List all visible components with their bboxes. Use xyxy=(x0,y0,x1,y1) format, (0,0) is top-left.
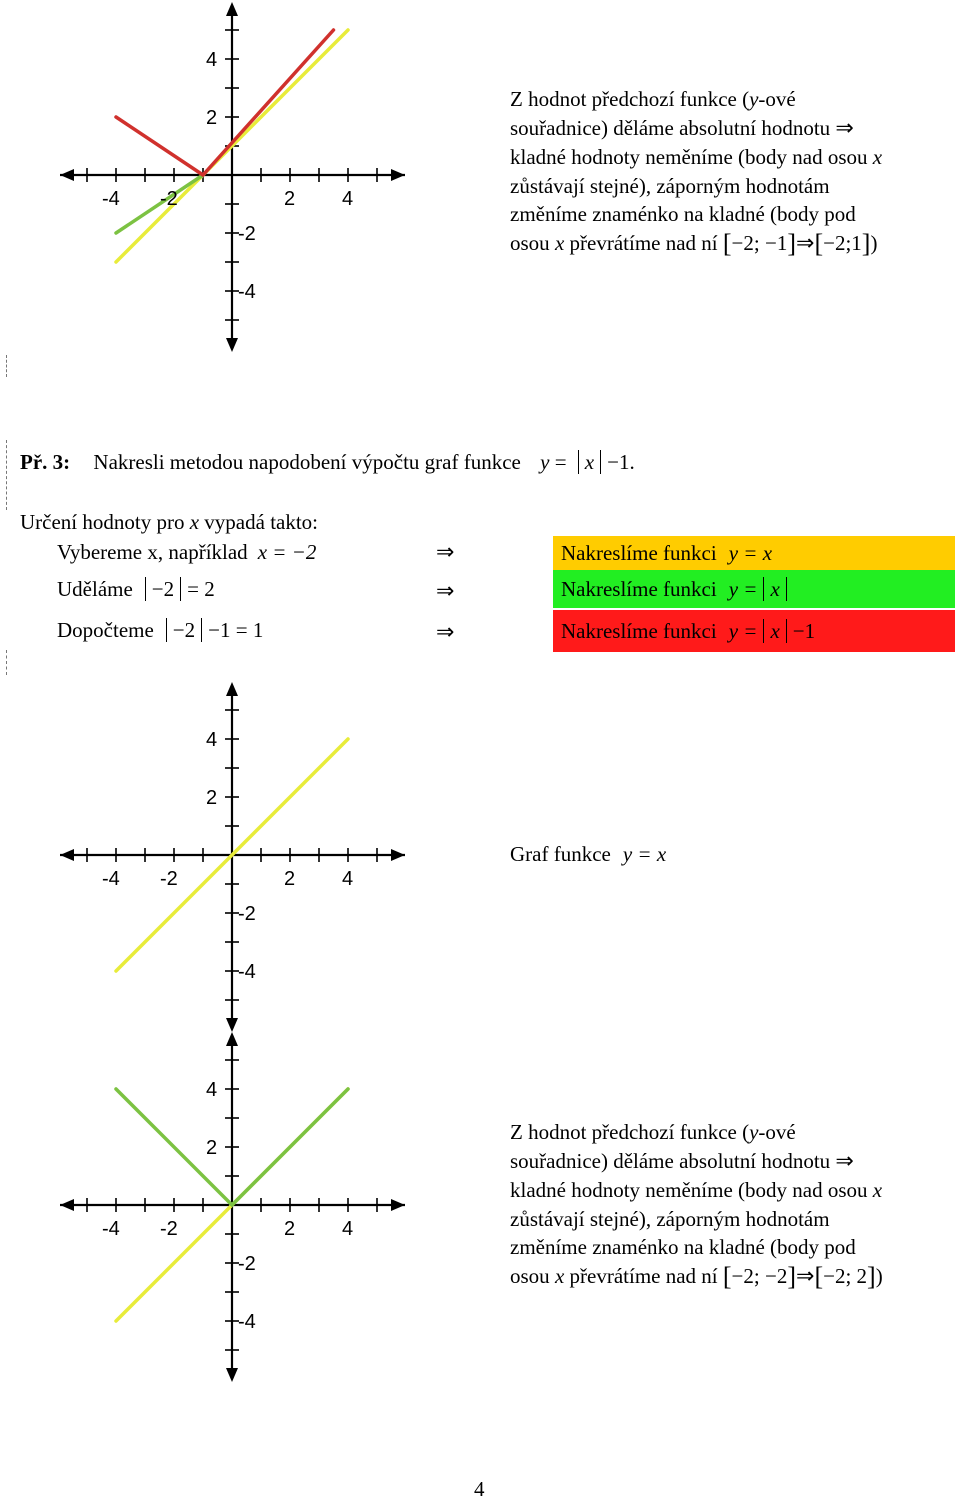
x-tick-label: 4 xyxy=(342,188,354,210)
x-axis-arrow-left xyxy=(60,169,74,181)
y-tick-label: -4 xyxy=(238,961,256,983)
x-tick-label: -4 xyxy=(102,1218,120,1240)
interval-before: −2; −1 xyxy=(731,230,788,255)
step-3: Dopočteme −2 −1 = 1 xyxy=(57,618,264,642)
x-axis-arrow-left xyxy=(60,1199,74,1211)
graph-3-svg xyxy=(55,1030,415,1385)
implies-icon: ⇒ xyxy=(436,579,455,604)
x-axis-arrow-left xyxy=(60,849,74,861)
y-axis-arrow-up xyxy=(226,1032,238,1046)
y-axis-arrow-down xyxy=(226,338,238,352)
y-tick-label: 2 xyxy=(206,1137,218,1159)
x-tick-label: -2 xyxy=(160,1218,178,1240)
x-axis-arrow-right xyxy=(391,1199,405,1211)
margin-mark xyxy=(6,355,7,377)
y-tick-label: -2 xyxy=(238,223,256,245)
x-tick-label: -4 xyxy=(102,188,120,210)
box-y-equals-abs-x: Nakreslíme funkci y = x xyxy=(553,570,955,608)
example-heading: Př. 3: Nakresli metodou napodobení výpočtu graf funkce y = x −1. xyxy=(20,450,635,474)
x-tick-label: 4 xyxy=(342,868,354,890)
x-tick-label: 4 xyxy=(342,1218,354,1240)
graph-abs-x-plus-1 xyxy=(55,0,415,355)
step-2: Uděláme −2 = 2 xyxy=(57,577,215,601)
implies-icon: ⇒ xyxy=(796,1263,815,1289)
implies-icon: ⇒ xyxy=(436,540,455,565)
graph-y-equals-x xyxy=(55,680,415,1035)
y-tick-label: 2 xyxy=(206,787,218,809)
implies-icon: ⇒ xyxy=(835,1148,854,1174)
x-tick-label: 2 xyxy=(284,1218,296,1240)
y-tick-label: -4 xyxy=(238,1311,256,1333)
x-tick-label: -4 xyxy=(102,868,120,890)
function-line xyxy=(116,117,203,175)
box-y-equals-abs-x-minus-1: Nakreslíme funkci y = x −1 xyxy=(553,610,955,652)
box-y-equals-x: Nakreslíme funkci y = x xyxy=(553,536,955,570)
margin-mark xyxy=(6,650,7,675)
explanation-1: Z hodnot předchozí funkce (y-ové souřadnice) děláme absolutní hodnotu ⇒ kladné hodnoty neměníme (body nad osou x zůstávají stejné), záporným hodnotám změníme znaménko na kladné (body pod osou x převrátíme nad ní [−2; −1]⇒[−2;1]) xyxy=(510,87,883,258)
y-axis-arrow-down xyxy=(226,1368,238,1382)
x-tick-label: -2 xyxy=(160,868,178,890)
y-axis-arrow-up xyxy=(226,2,238,16)
graph-y-equals-abs-x xyxy=(55,1030,415,1385)
step-1: Vybereme x, například x = −2 xyxy=(57,540,317,564)
y-tick-label: 2 xyxy=(206,107,218,129)
x-tick-label: -2 xyxy=(160,188,178,210)
implies-icon: ⇒ xyxy=(436,620,455,645)
example-label: Př. 3: xyxy=(20,450,71,474)
steps-intro: Určení hodnoty pro x vypadá takto: xyxy=(20,510,319,534)
graph-1-svg xyxy=(55,0,415,355)
y-tick-label: -2 xyxy=(238,1253,256,1275)
x-axis-arrow-right xyxy=(391,849,405,861)
interval-after: −2;1 xyxy=(823,230,862,255)
margin-mark xyxy=(6,440,7,510)
x-axis-arrow-right xyxy=(391,169,405,181)
page-number: 4 xyxy=(474,1477,485,1501)
graph-2-svg xyxy=(55,680,415,1035)
y-tick-label: 4 xyxy=(206,729,218,751)
y-tick-label: 4 xyxy=(206,49,218,71)
x-tick-label: 2 xyxy=(284,188,296,210)
implies-icon: ⇒ xyxy=(796,230,815,256)
x-tick-label: 2 xyxy=(284,868,296,890)
function-line xyxy=(203,30,334,175)
interval-after: −2; 2 xyxy=(823,1263,868,1288)
y-tick-label: 4 xyxy=(206,1079,218,1101)
interval-before: −2; −2 xyxy=(731,1263,788,1288)
y-tick-label: -4 xyxy=(238,281,256,303)
explanation-2: Z hodnot předchozí funkce (y-ové souřadnice) děláme absolutní hodnotu ⇒ kladné hodnoty neměníme (body nad osou x zůstávají stejné), záporným hodnotám změníme znaménko na kladné (body pod osou x převrátíme nad ní [−2; −2]⇒[−2; 2]) xyxy=(510,1120,883,1291)
implies-icon: ⇒ xyxy=(835,115,854,141)
y-tick-label: -2 xyxy=(238,903,256,925)
function-line xyxy=(232,1089,348,1205)
y-axis-arrow-up xyxy=(226,682,238,696)
caption-graph-2: Graf funkce y = x xyxy=(510,842,667,866)
